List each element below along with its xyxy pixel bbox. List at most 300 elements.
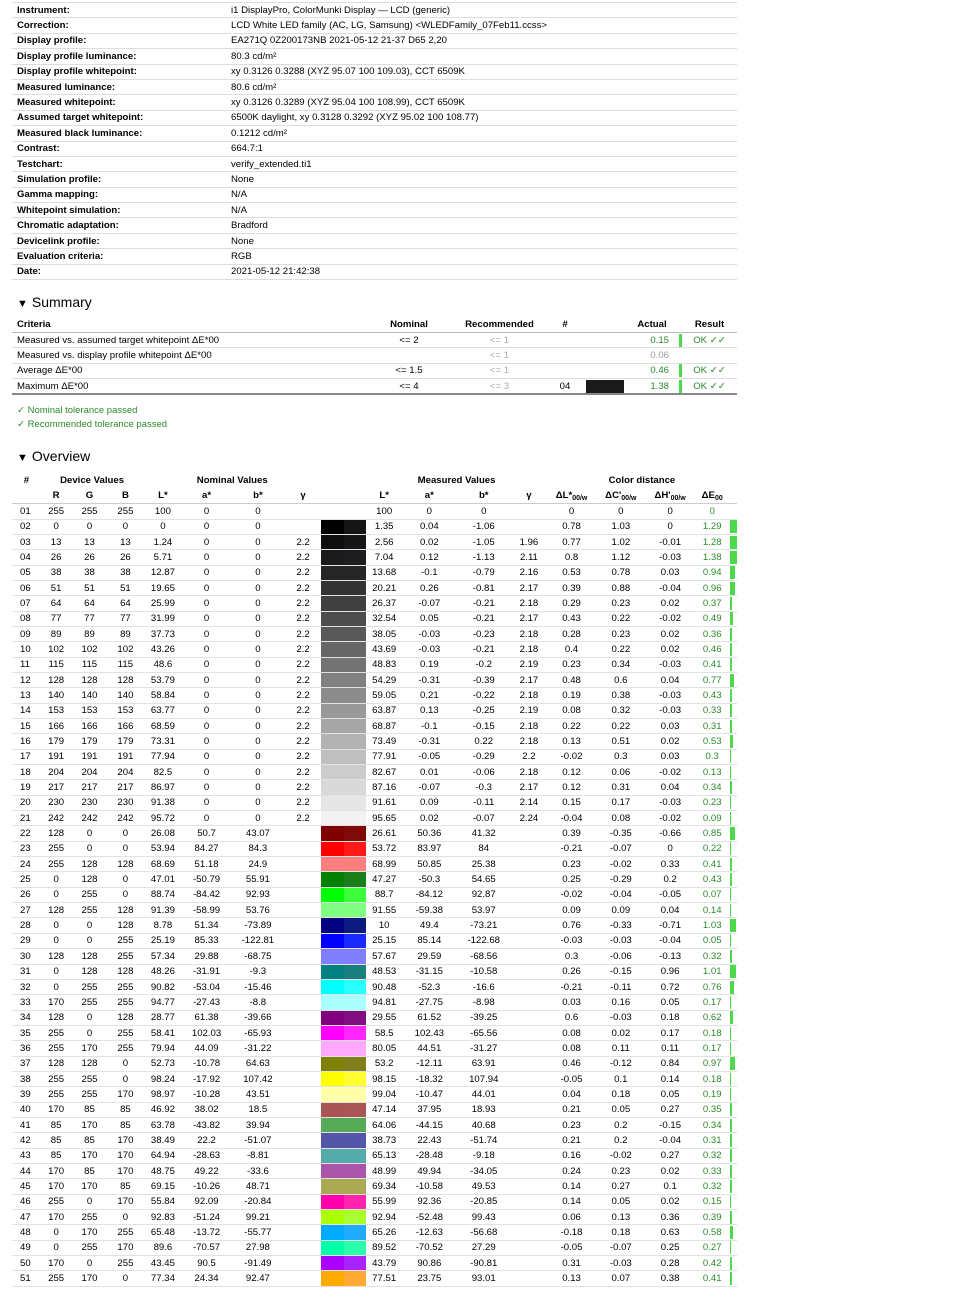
info-label: Simulation profile: bbox=[12, 172, 226, 187]
device-r: 170 bbox=[41, 995, 72, 1010]
device-b: 179 bbox=[107, 734, 143, 749]
measured-gamma-header: γ bbox=[511, 488, 547, 503]
measured-a: 49.4 bbox=[402, 918, 456, 933]
patch-id: 21 bbox=[12, 811, 41, 826]
measured-b: -1.13 bbox=[457, 550, 511, 565]
info-label: Whitepoint simulation: bbox=[12, 203, 226, 218]
measured-swatch bbox=[344, 1041, 367, 1056]
delta-e-bar-fill bbox=[730, 674, 735, 687]
measured-gamma bbox=[511, 857, 547, 872]
delta-c: -0.02 bbox=[596, 857, 645, 872]
measured-b: -20.85 bbox=[457, 1194, 511, 1209]
nominal-values-header: Nominal Values bbox=[196, 475, 268, 487]
measured-gamma bbox=[511, 964, 547, 979]
device-b: 204 bbox=[107, 765, 143, 780]
delta-e-bar bbox=[730, 626, 737, 641]
g-header: G bbox=[72, 488, 108, 503]
delta-e: 0.36 bbox=[695, 626, 730, 641]
delta-h: -0.02 bbox=[645, 811, 694, 826]
overview-row bbox=[12, 1041, 737, 1056]
device-b: 255 bbox=[107, 949, 143, 964]
delta-l: 0.22 bbox=[547, 719, 596, 734]
device-b: 0 bbox=[107, 826, 143, 841]
info-row bbox=[12, 49, 737, 64]
delta-l: 0.12 bbox=[547, 765, 596, 780]
nominal-b: 0 bbox=[231, 565, 285, 580]
nominal-l: 79.94 bbox=[143, 1041, 182, 1056]
nominal-swatch bbox=[321, 949, 344, 964]
nominal-gamma: 2.2 bbox=[285, 596, 321, 611]
overview-row bbox=[12, 1087, 737, 1102]
device-b: 115 bbox=[107, 657, 143, 672]
overview-row bbox=[12, 504, 737, 519]
info-label: Date: bbox=[12, 264, 226, 279]
device-b: 13 bbox=[107, 534, 143, 549]
nominal-l: 46.92 bbox=[143, 1102, 182, 1117]
delta-e-bar bbox=[730, 1087, 737, 1102]
measured-a: -12.11 bbox=[402, 1056, 456, 1071]
overview-row bbox=[12, 1102, 737, 1117]
overview-row bbox=[12, 1010, 737, 1025]
delta-e-bar-header bbox=[730, 488, 737, 503]
nominal-l: 98.24 bbox=[143, 1071, 182, 1086]
device-b: 26 bbox=[107, 550, 143, 565]
delta-e-bar-fill bbox=[730, 1211, 732, 1224]
nominal-swatch bbox=[321, 795, 344, 810]
nominal-gamma: 2.2 bbox=[285, 626, 321, 641]
measured-b: -0.21 bbox=[457, 596, 511, 611]
nominal-l: 91.39 bbox=[143, 903, 182, 918]
worst-patch-cell: 04 bbox=[545, 379, 585, 394]
delta-e: 1.03 bbox=[695, 918, 730, 933]
delta-h: 0.02 bbox=[645, 1194, 694, 1209]
nominal-swatch bbox=[321, 964, 344, 979]
overview-row bbox=[12, 857, 737, 872]
measured-swatch bbox=[344, 949, 367, 964]
device-g: 140 bbox=[72, 688, 108, 703]
measured-a: 29.59 bbox=[402, 949, 456, 964]
device-g: 170 bbox=[72, 1041, 108, 1056]
delta-e: 0.77 bbox=[695, 672, 730, 687]
info-row bbox=[12, 187, 737, 202]
delta-e: 0.43 bbox=[695, 872, 730, 887]
nominal-l-header: L* bbox=[143, 488, 182, 503]
measured-l: 43.79 bbox=[366, 1256, 402, 1271]
nominal-gamma bbox=[285, 1071, 321, 1086]
measured-a: 0.05 bbox=[402, 611, 456, 626]
nominal-swatch bbox=[321, 688, 344, 703]
nominal-l: 57.34 bbox=[143, 949, 182, 964]
collapse-triangle-icon: ▼ bbox=[17, 452, 28, 464]
delta-e: 0.19 bbox=[695, 1087, 730, 1102]
measured-l: 1.35 bbox=[366, 519, 402, 534]
nominal-b: -31.22 bbox=[231, 1041, 285, 1056]
delta-h: -0.66 bbox=[645, 826, 694, 841]
nominal-l: 43.26 bbox=[143, 642, 182, 657]
patch-id: 07 bbox=[12, 596, 41, 611]
delta-c: 0.23 bbox=[596, 1163, 645, 1178]
nominal-a: 0 bbox=[182, 657, 230, 672]
overview-row bbox=[12, 765, 737, 780]
nominal-a-header: a* bbox=[182, 488, 230, 503]
measured-a: -0.31 bbox=[402, 734, 456, 749]
nominal-gamma bbox=[285, 1025, 321, 1040]
measured-gamma bbox=[511, 1225, 547, 1240]
nominal-b: 43.07 bbox=[231, 826, 285, 841]
measured-gamma bbox=[511, 1087, 547, 1102]
overview-row bbox=[12, 719, 737, 734]
recommended-cell: <= 3 bbox=[454, 379, 545, 394]
delta-e-bar-fill bbox=[730, 888, 731, 901]
patch-id: 35 bbox=[12, 1025, 41, 1040]
measured-l: 77.51 bbox=[366, 1271, 402, 1286]
nominal-gamma: 2.2 bbox=[285, 657, 321, 672]
nominal-gamma bbox=[285, 1210, 321, 1225]
info-value: 0.1212 cd/m² bbox=[226, 126, 737, 141]
result-header: Result bbox=[682, 317, 737, 332]
delta-e-bar-fill bbox=[730, 1165, 732, 1178]
device-r: 255 bbox=[41, 857, 72, 872]
device-b: 255 bbox=[107, 1225, 143, 1240]
device-b: 85 bbox=[107, 1179, 143, 1194]
delta-l: 0.23 bbox=[547, 1117, 596, 1132]
measured-a: 0.01 bbox=[402, 765, 456, 780]
measured-b: 92.87 bbox=[457, 887, 511, 902]
measured-gamma bbox=[511, 1179, 547, 1194]
nominal-swatch bbox=[321, 1010, 344, 1025]
info-value: verify_extended.ti1 bbox=[226, 156, 737, 171]
measured-l: 91.55 bbox=[366, 903, 402, 918]
nominal-a: 44.09 bbox=[182, 1041, 230, 1056]
device-b: 140 bbox=[107, 688, 143, 703]
measured-l: 94.81 bbox=[366, 995, 402, 1010]
delta-e: 0.49 bbox=[695, 611, 730, 626]
delta-e: 1.28 bbox=[695, 534, 730, 549]
device-g: 26 bbox=[72, 550, 108, 565]
overview-row bbox=[12, 1271, 737, 1286]
measured-a-header: a* bbox=[402, 488, 456, 503]
delta-l: 0.23 bbox=[547, 657, 596, 672]
measured-l-header: L* bbox=[366, 488, 402, 503]
device-g: 255 bbox=[72, 504, 108, 519]
patch-id: 09 bbox=[12, 626, 41, 641]
device-r: 0 bbox=[41, 964, 72, 979]
measured-gamma bbox=[511, 826, 547, 841]
measured-a: 23.75 bbox=[402, 1271, 456, 1286]
measured-a: -0.03 bbox=[402, 626, 456, 641]
device-b: 242 bbox=[107, 811, 143, 826]
patch-id: 10 bbox=[12, 642, 41, 657]
patch-id: 51 bbox=[12, 1271, 41, 1286]
device-g: 217 bbox=[72, 780, 108, 795]
info-row bbox=[12, 64, 737, 79]
measured-gamma bbox=[511, 519, 547, 534]
nominal-swatch bbox=[321, 1117, 344, 1132]
info-value: None bbox=[226, 233, 737, 248]
nominal-gamma bbox=[285, 1087, 321, 1102]
patch-id: 48 bbox=[12, 1225, 41, 1240]
delta-e: 0.07 bbox=[695, 887, 730, 902]
delta-c: -0.04 bbox=[596, 887, 645, 902]
patch-id: 29 bbox=[12, 933, 41, 948]
measured-swatch-header bbox=[344, 488, 367, 503]
delta-e-bar bbox=[730, 857, 737, 872]
delta-e-bar bbox=[730, 780, 737, 795]
info-value: 80.3 cd/m² bbox=[226, 49, 737, 64]
delta-l: 0.21 bbox=[547, 1133, 596, 1148]
result-cell: OK ✓✓ bbox=[682, 363, 737, 378]
delta-e-bar-fill bbox=[730, 766, 731, 779]
delta-l: 0.13 bbox=[547, 734, 596, 749]
delta-l: 0.4 bbox=[547, 642, 596, 657]
nominal-swatch bbox=[321, 1225, 344, 1240]
delta-h: 0.05 bbox=[645, 1087, 694, 1102]
nominal-a: -84.42 bbox=[182, 887, 230, 902]
delta-l: 0.13 bbox=[547, 1271, 596, 1286]
result-cell bbox=[682, 348, 737, 363]
patch-id: 45 bbox=[12, 1179, 41, 1194]
measured-l: 95.65 bbox=[366, 811, 402, 826]
delta-l: 0.77 bbox=[547, 534, 596, 549]
id-header bbox=[12, 488, 41, 503]
delta-c: 0.2 bbox=[596, 1117, 645, 1132]
delta-l: 0.48 bbox=[547, 672, 596, 687]
measured-l: 53.72 bbox=[366, 841, 402, 856]
device-b: 0 bbox=[107, 1271, 143, 1286]
device-g: 0 bbox=[72, 918, 108, 933]
delta-h: 0.04 bbox=[645, 903, 694, 918]
delta-e-bar bbox=[730, 749, 737, 764]
delta-l: 0.24 bbox=[547, 1163, 596, 1178]
overview-row bbox=[12, 933, 737, 948]
nominal-gamma bbox=[285, 1194, 321, 1209]
measured-b: -122.68 bbox=[457, 933, 511, 948]
delta-c: 0.07 bbox=[596, 1271, 645, 1286]
measured-swatch bbox=[344, 1194, 367, 1209]
info-value: i1 DisplayPro, ColorMunki Display — LCD (generic) bbox=[226, 3, 737, 18]
nominal-a: 24.34 bbox=[182, 1271, 230, 1286]
nominal-l: 94.77 bbox=[143, 995, 182, 1010]
nominal-a: 50.7 bbox=[182, 826, 230, 841]
patch-id: 18 bbox=[12, 765, 41, 780]
delta-l: 0.53 bbox=[547, 565, 596, 580]
measured-gamma: 2.14 bbox=[511, 795, 547, 810]
delta-h: -0.71 bbox=[645, 918, 694, 933]
measured-l: 88.7 bbox=[366, 887, 402, 902]
nominal-a: 0 bbox=[182, 642, 230, 657]
delta-e-bar bbox=[730, 580, 737, 595]
measured-gamma: 2.18 bbox=[511, 765, 547, 780]
nominal-gamma: 2.2 bbox=[285, 642, 321, 657]
nominal-l: 48.26 bbox=[143, 964, 182, 979]
delta-e: 0.53 bbox=[695, 734, 730, 749]
device-r: 128 bbox=[41, 826, 72, 841]
device-g: 242 bbox=[72, 811, 108, 826]
patch-id: 04 bbox=[12, 550, 41, 565]
device-r: 170 bbox=[41, 1102, 72, 1117]
delta-e-bar-fill bbox=[730, 1195, 731, 1208]
device-r: 0 bbox=[41, 1240, 72, 1255]
nominal-b: 0 bbox=[231, 550, 285, 565]
worst-patch-cell bbox=[545, 363, 585, 378]
measured-swatch bbox=[344, 703, 367, 718]
device-b: 0 bbox=[107, 1210, 143, 1225]
overview-row bbox=[12, 826, 737, 841]
nominal-l: 37.73 bbox=[143, 626, 182, 641]
measured-a: 0.26 bbox=[402, 580, 456, 595]
delta-c: 0.31 bbox=[596, 780, 645, 795]
nominal-gamma bbox=[285, 949, 321, 964]
measured-l: 77.91 bbox=[366, 749, 402, 764]
info-label: Testchart: bbox=[12, 156, 226, 171]
patch-id: 37 bbox=[12, 1056, 41, 1071]
device-b: 128 bbox=[107, 964, 143, 979]
overview-row bbox=[12, 811, 737, 826]
delta-c: -0.12 bbox=[596, 1056, 645, 1071]
nominal-a: 49.22 bbox=[182, 1163, 230, 1178]
summary-section-header[interactable] bbox=[17, 294, 92, 310]
measured-a: -12.63 bbox=[402, 1225, 456, 1240]
nominal-l: 48.6 bbox=[143, 657, 182, 672]
measured-gamma: 2.16 bbox=[511, 565, 547, 580]
measured-swatch bbox=[344, 1225, 367, 1240]
delta-e: 1.38 bbox=[695, 550, 730, 565]
device-b: 170 bbox=[107, 1087, 143, 1102]
nominal-passed-text: ✓ Nominal tolerance passed bbox=[17, 405, 138, 416]
measured-swatch bbox=[344, 903, 367, 918]
delta-l: 0.29 bbox=[547, 596, 596, 611]
device-r: 179 bbox=[41, 734, 72, 749]
delta-e: 0.94 bbox=[695, 565, 730, 580]
measured-a: -0.31 bbox=[402, 672, 456, 687]
delta-e-bar-fill bbox=[730, 1257, 733, 1270]
nominal-gamma bbox=[285, 857, 321, 872]
measured-b: -39.25 bbox=[457, 1010, 511, 1025]
device-g: 128 bbox=[72, 672, 108, 687]
measured-gamma: 2.2 bbox=[511, 749, 547, 764]
delta-e-bar bbox=[730, 826, 737, 841]
device-g: 64 bbox=[72, 596, 108, 611]
delta-l: 0.43 bbox=[547, 611, 596, 626]
delta-c-header: $\Delta C'_{00/w}$ bbox=[596, 488, 645, 503]
delta-e-bar bbox=[730, 933, 737, 948]
device-b: 255 bbox=[107, 504, 143, 519]
nominal-a: -13.72 bbox=[182, 1225, 230, 1240]
delta-l: 0.12 bbox=[547, 780, 596, 795]
nominal-b: 0 bbox=[231, 596, 285, 611]
patch-id: 16 bbox=[12, 734, 41, 749]
overview-row bbox=[12, 979, 737, 994]
delta-l: 0.26 bbox=[547, 964, 596, 979]
overview-row bbox=[12, 1117, 737, 1132]
delta-h: 0.02 bbox=[645, 596, 694, 611]
delta-c: 0.27 bbox=[596, 1179, 645, 1194]
info-value: Bradford bbox=[226, 218, 737, 233]
delta-e: 0.39 bbox=[695, 1210, 730, 1225]
nominal-gamma: 2.2 bbox=[285, 534, 321, 549]
delta-l: 0 bbox=[547, 504, 596, 519]
measured-gamma: 2.17 bbox=[511, 672, 547, 687]
device-b: 128 bbox=[107, 1010, 143, 1025]
delta-e-bar bbox=[730, 979, 737, 994]
nominal-gamma: 2.2 bbox=[285, 565, 321, 580]
measured-a: 92.36 bbox=[402, 1194, 456, 1209]
patch-id: 42 bbox=[12, 1133, 41, 1148]
delta-e-bar-fill bbox=[730, 704, 732, 717]
delta-c: 0.06 bbox=[596, 765, 645, 780]
overview-row bbox=[12, 1056, 737, 1071]
delta-e: 0.18 bbox=[695, 1071, 730, 1086]
patch-id: 15 bbox=[12, 719, 41, 734]
delta-h: 0.14 bbox=[645, 1071, 694, 1086]
nominal-gamma bbox=[285, 1010, 321, 1025]
nominal-a: 90.5 bbox=[182, 1256, 230, 1271]
measured-l: 57.67 bbox=[366, 949, 402, 964]
measured-l: 54.29 bbox=[366, 672, 402, 687]
patch-id: 26 bbox=[12, 887, 41, 902]
report-info-table bbox=[12, 2, 737, 280]
device-r: 153 bbox=[41, 703, 72, 718]
nominal-l: 88.74 bbox=[143, 887, 182, 902]
delta-l: 0.08 bbox=[547, 703, 596, 718]
measured-gamma: 2.17 bbox=[511, 611, 547, 626]
device-b: 255 bbox=[107, 933, 143, 948]
nominal-swatch bbox=[321, 611, 344, 626]
delta-c: 1.03 bbox=[596, 519, 645, 534]
patch-id: 27 bbox=[12, 903, 41, 918]
delta-c: 0.18 bbox=[596, 1225, 645, 1240]
nominal-l: 19.65 bbox=[143, 580, 182, 595]
nominal-a: -10.78 bbox=[182, 1056, 230, 1071]
delta-e-bar-fill bbox=[730, 658, 732, 671]
nominal-cell: <= 4 bbox=[364, 379, 454, 394]
nominal-gamma bbox=[285, 1133, 321, 1148]
delta-c: 0.16 bbox=[596, 995, 645, 1010]
delta-l: 0.46 bbox=[547, 1056, 596, 1071]
measured-gamma bbox=[511, 872, 547, 887]
overview-row bbox=[12, 1163, 737, 1178]
measured-l: 26.61 bbox=[366, 826, 402, 841]
nominal-swatch bbox=[321, 887, 344, 902]
measured-a: 50.36 bbox=[402, 826, 456, 841]
delta-e: 1.29 bbox=[695, 519, 730, 534]
delta-l: 0.76 bbox=[547, 918, 596, 933]
delta-l: 0.31 bbox=[547, 1256, 596, 1271]
measured-swatch bbox=[344, 1102, 367, 1117]
delta-e-bar-fill bbox=[730, 981, 735, 994]
nominal-l: 25.19 bbox=[143, 933, 182, 948]
patch-id: 31 bbox=[12, 964, 41, 979]
delta-e: 0.14 bbox=[695, 903, 730, 918]
device-r: 170 bbox=[41, 1256, 72, 1271]
nominal-swatch bbox=[321, 657, 344, 672]
delta-e: 0.32 bbox=[695, 1148, 730, 1163]
delta-c: 0.51 bbox=[596, 734, 645, 749]
info-row bbox=[12, 264, 737, 279]
delta-c: 0.3 bbox=[596, 749, 645, 764]
delta-e-bar bbox=[730, 1025, 737, 1040]
delta-e: 0.43 bbox=[695, 688, 730, 703]
nominal-b: 0 bbox=[231, 688, 285, 703]
device-b: 0 bbox=[107, 1056, 143, 1071]
summary-row bbox=[12, 379, 737, 394]
delta-l: -0.05 bbox=[547, 1071, 596, 1086]
nominal-swatch bbox=[321, 734, 344, 749]
overview-row bbox=[12, 1025, 737, 1040]
measured-b: -34.05 bbox=[457, 1163, 511, 1178]
measured-b: 0.22 bbox=[457, 734, 511, 749]
overview-section-header[interactable] bbox=[17, 448, 90, 464]
